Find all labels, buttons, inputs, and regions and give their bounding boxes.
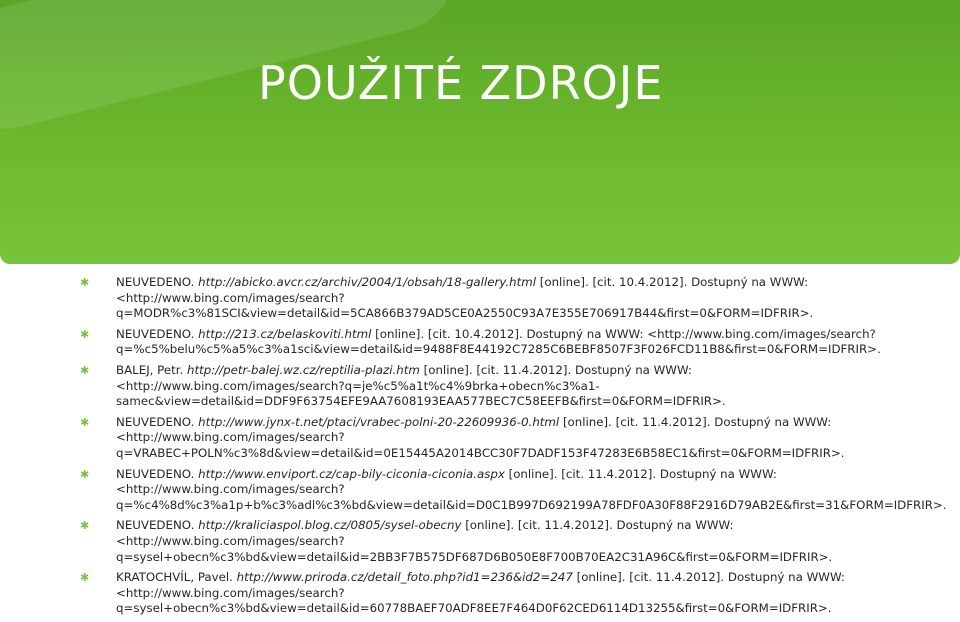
- reference-details: [online]. [cit. 10.4.2012]. Dostupný na WWW: <http://www.bing.com/images/search?q=%c5%belu%c5%a5%c3%a1sci&view=detail&id=9488F8E44192C7285C6BEBF8507F3F026FCD11B8&first=0&FORM=IDFRIR>.: [116, 326, 881, 357]
- asterisk-bullet-icon: ✱: [80, 415, 90, 429]
- reference-url: http://abicko.avcr.cz/archiv/2004/1/obsah/18-gallery.html: [198, 275, 537, 289]
- reference-details: [online]. [cit. 11.4.2012]. Dostupný na WWW: <http://www.bing.com/images/search?q=sysel+obecn%c3%bd&view=detail&id=60778BAEF70ADF8EE7F464D0F62CED6114D13255&first=0&FORM=IDFRIR>.: [116, 570, 845, 616]
- reference-details: [online]. [cit. 11.4.2012]. Dostupný na WWW: <http://www.bing.com/images/search?q=VRABEC+POLN%c3%8d&view=detail&id=0E15445A2014BCC30F7DADF153F47283E6B58EC1&first=0&FORM=IDFRIR>.: [116, 414, 845, 460]
- reference-url: http://kraliciaspol.blog.cz/0805/sysel-obecny: [198, 518, 462, 533]
- reference-author: NEUVEDENO.: [116, 326, 195, 341]
- asterisk-bullet-icon: ✱: [80, 363, 90, 377]
- reference-author: BALEJ, Petr.: [116, 362, 184, 377]
- reference-details: [online]. [cit. 11.4.2012]. Dostupný na WWW: <http://www.bing.com/images/search?q=sysel+obecn%c3%bd&view=detail&id=2BB3F7B575DF687D6B050E8F700B70EA2C31A96C&first=0&FORM=IDFRIR>.: [116, 518, 833, 564]
- asterisk-bullet-icon: ✱: [80, 571, 90, 585]
- reference-list: [80, 275, 947, 622]
- asterisk-bullet-icon: ✱: [80, 276, 90, 289]
- reference-author: KRATOCHVÍL, Pavel.: [116, 570, 233, 585]
- reference-url: http://www.enviport.cz/cap-bily-ciconia-ciconia.aspx: [198, 466, 505, 481]
- reference-item: [80, 466, 947, 514]
- reference-details: [online]. [cit. 11.4.2012]. Dostupný na WWW: <http://www.bing.com/images/search?q=%c4%8d%c3%a1p+b%c3%adl%c3%bd&view=detail&id=D0C1B997D692199A78FDF0A30F88F2916D79AB2E&first=31&FORM=IDFRIR>.: [116, 466, 947, 512]
- slide-title: POUŽITÉ ZDROJE: [258, 56, 664, 110]
- asterisk-bullet-icon: ✱: [80, 519, 90, 533]
- reference-item: [80, 518, 900, 565]
- reference-details: [online]. [cit. 10.4.2012]. Dostupný na WWW: <http://www.bing.com/images/search?q=MODR%c3%81SCI&view=detail&id=5CA866B379AD5CE0A2550C93A7E355E706917B44&first=0&FORM=IDFRIR>.: [116, 275, 814, 321]
- reference-url: http://213.cz/belaskoviti.html: [198, 326, 372, 341]
- reference-item: [80, 275, 900, 322]
- asterisk-bullet-icon: ✱: [80, 467, 90, 481]
- reference-author: NEUVEDENO.: [116, 275, 195, 289]
- reference-item: [80, 327, 900, 358]
- title-banner: [0, 0, 960, 264]
- reference-item: [80, 570, 900, 617]
- reference-details: [online]. [cit. 11.4.2012]. Dostupný na WWW: <http://www.bing.com/images/search?q=je%c5%a1t%c4%9brka+obecn%c3%a1-samec&view=detail&id=DDF9F63754EFE9AA7608193EAA577BEC7C58EEFB&first=0&FORM=IDFRIR>.: [116, 362, 726, 409]
- asterisk-bullet-icon: ✱: [80, 327, 90, 341]
- reference-item: [80, 363, 900, 410]
- reference-url: http://petr-balej.wz.cz/reptilia-plazi.htm: [187, 362, 420, 377]
- reference-item: [80, 415, 900, 462]
- reference-author: NEUVEDENO.: [116, 414, 195, 429]
- reference-url: http://www.jynx-t.net/ptaci/vrabec-polni-20-22609936-0.html: [198, 414, 560, 429]
- reference-author: NEUVEDENO.: [116, 466, 195, 481]
- reference-url: http://www.priroda.cz/detail_foto.php?id1=236&id2=247: [236, 570, 573, 585]
- reference-author: NEUVEDENO.: [116, 518, 195, 533]
